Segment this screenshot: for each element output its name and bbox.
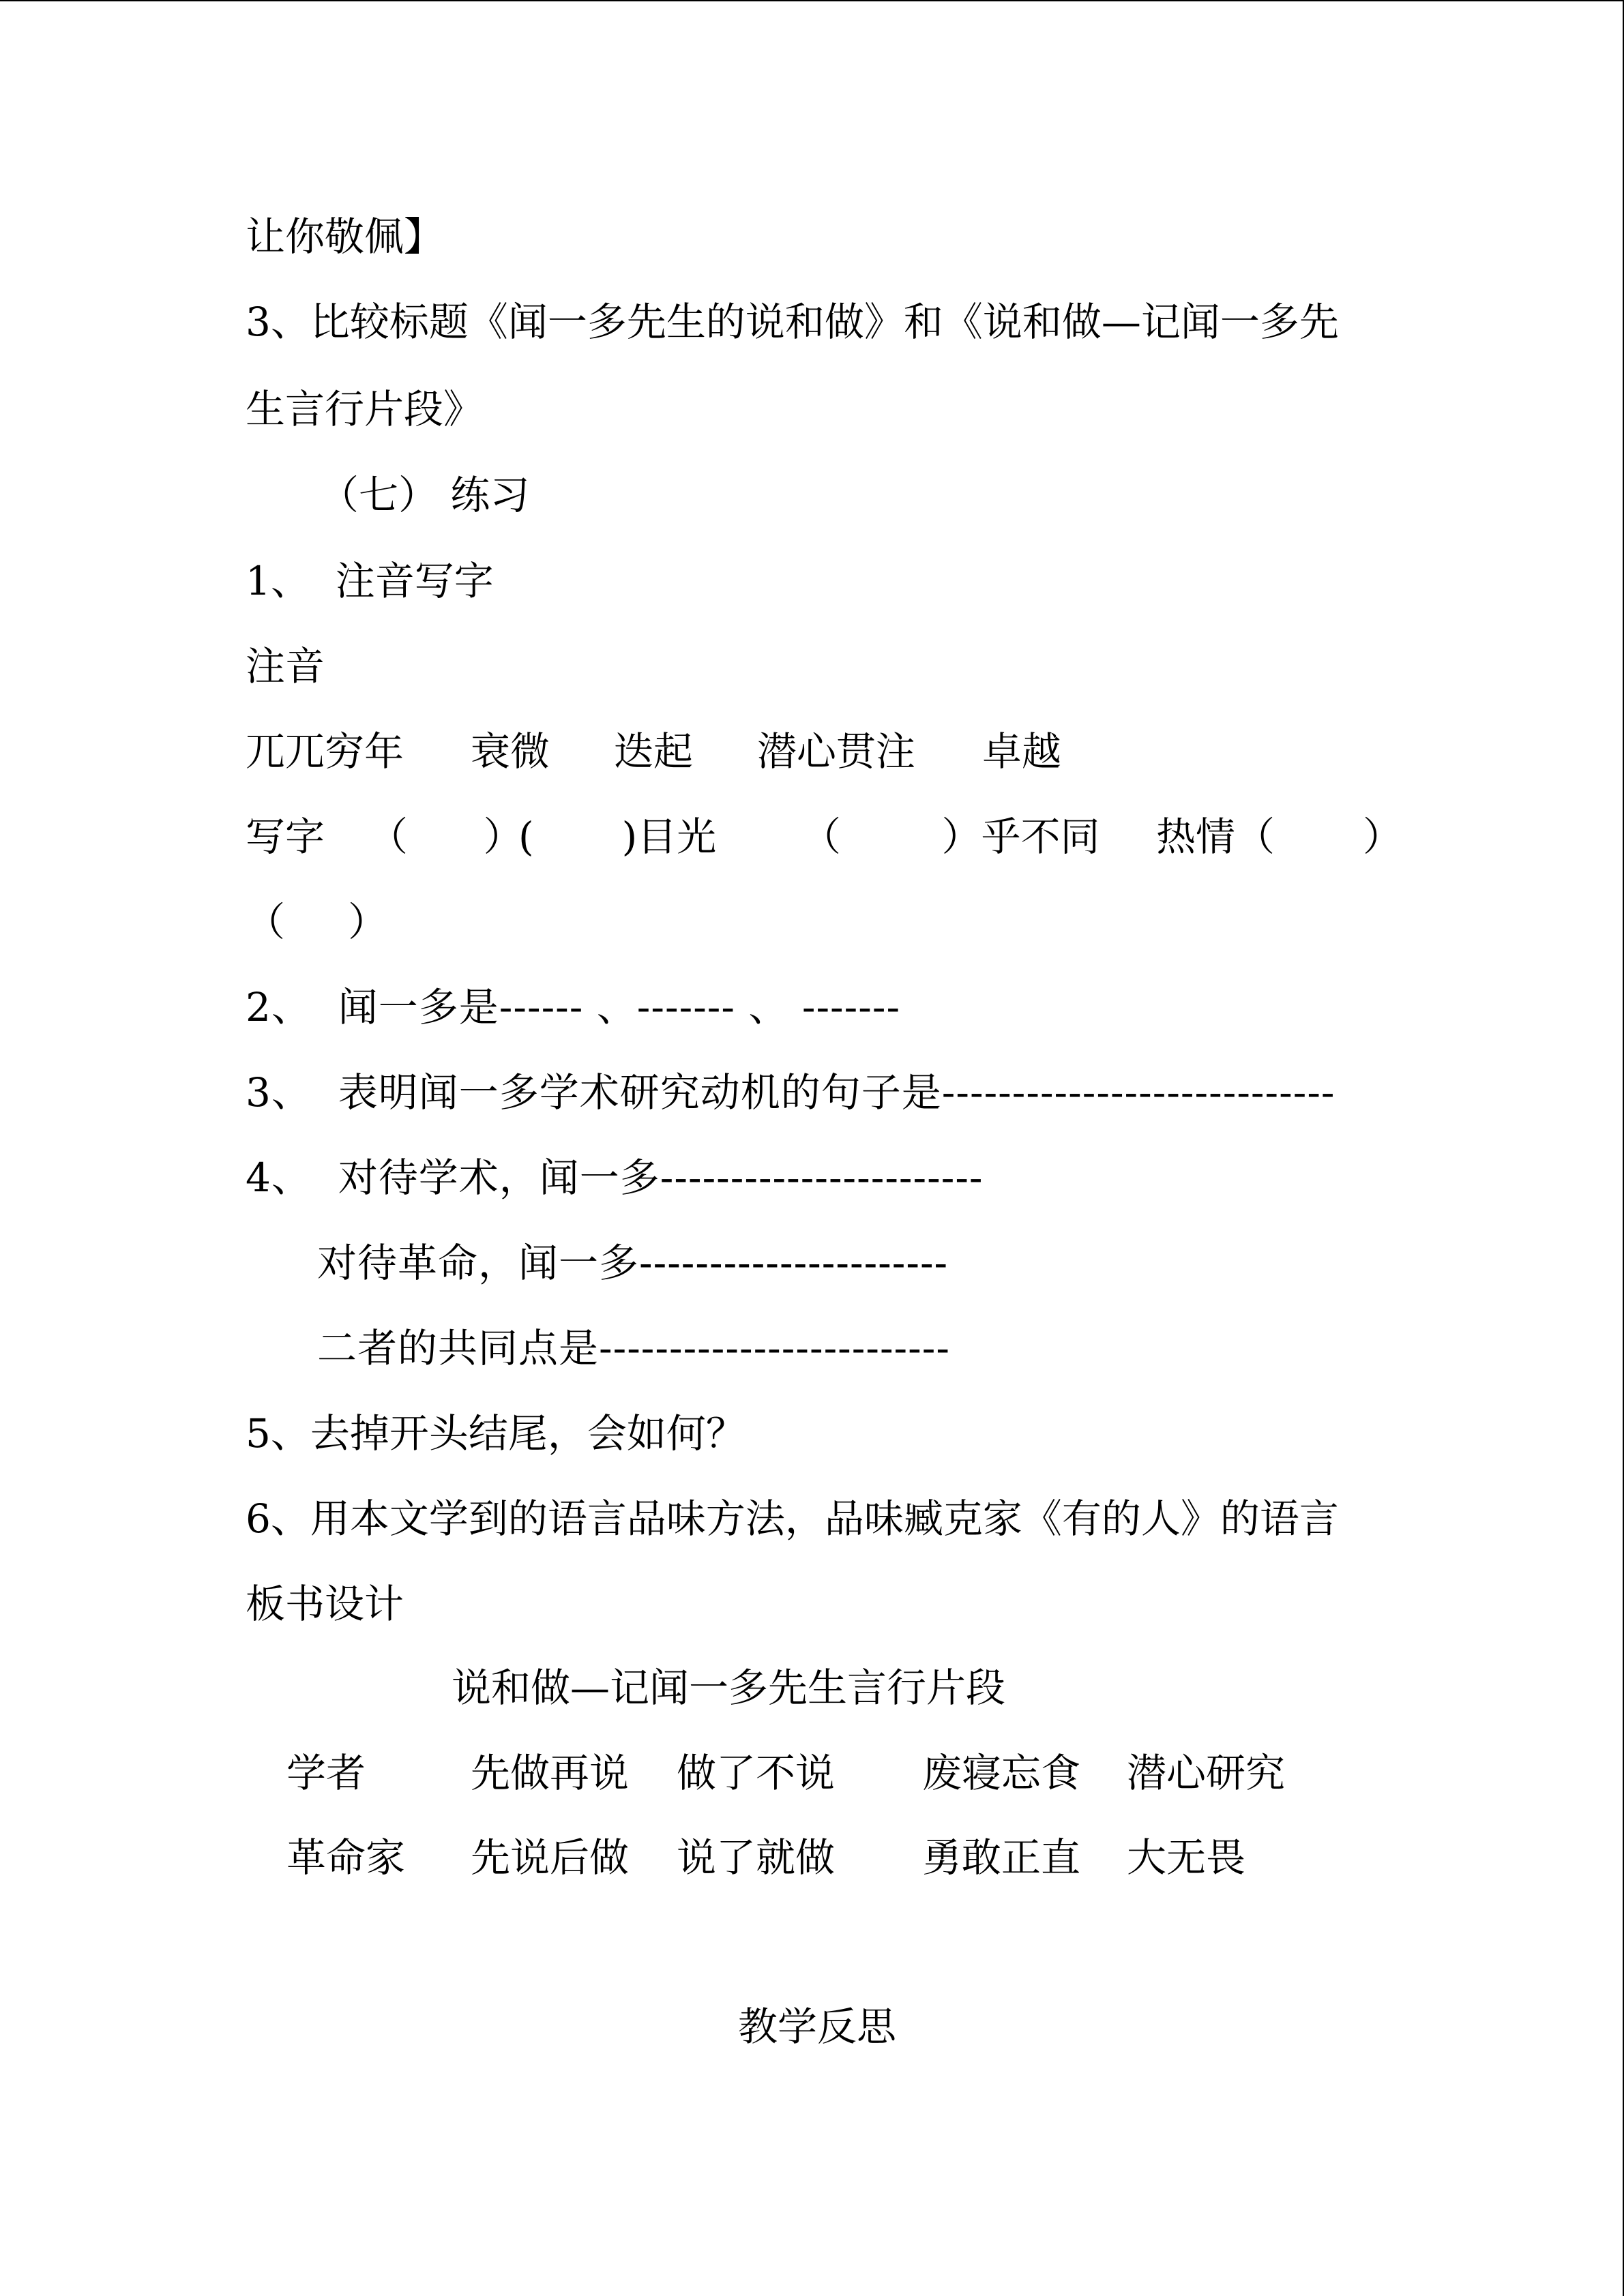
board-cell: 学者 [286, 1750, 366, 1796]
board-cell: 做了不说 [677, 1750, 836, 1796]
board-cell: 先做再说 [471, 1750, 630, 1796]
blank-3: （ ）乎不同 [801, 814, 1100, 860]
board-cell: 勇敢正直 [922, 1834, 1081, 1881]
exercise-1-heading: 1、 注音写字 [246, 558, 494, 604]
question-3-compare-titles: 3、比较标题《闻一多先生的说和做》和《说和做—记闻一多先 [246, 299, 1339, 345]
exercise-4-common: 二者的共同点是------------------------- [317, 1325, 950, 1371]
board-cell: 先说后做 [471, 1834, 630, 1881]
board-cell: 说了就做 [677, 1834, 836, 1881]
phonetic-word: 衰微 [471, 728, 550, 775]
phonetic-word: 潜心贯注 [757, 728, 916, 775]
exercise-2: 2、 闻一多是------ 、------- 、 ------- [246, 984, 901, 1030]
board-cell: 废寝忘食 [922, 1750, 1081, 1796]
exercise-4-revolution: 对待革命，闻一多---------------------- [317, 1240, 949, 1286]
text-line: 生言行片段》 [246, 386, 484, 432]
text-line: 让你敬佩】 [246, 213, 444, 260]
write-label: 写字 [246, 814, 325, 860]
exercise-6: 6、用本文学到的语言品味方法，品味臧克家《有的人》的语言 [246, 1495, 1339, 1542]
teaching-reflection-heading: 教学反思 [738, 2003, 897, 2050]
exercise-3: 3、 表明闻一多学术研究动机的句子是---------------------------- [246, 1069, 1335, 1116]
board-design-heading: 板书设计 [246, 1581, 404, 1627]
board-cell: 大无畏 [1127, 1834, 1246, 1881]
blank-2: ( )目光 [518, 814, 717, 860]
board-cell: 潜心研究 [1127, 1750, 1286, 1796]
blank-4: 热情（ ） [1156, 814, 1403, 860]
exercise-5: 5、去掉开头结尾，会如何？ [246, 1410, 745, 1457]
section-heading-exercise: （七） 练习 [319, 472, 530, 518]
phonetic-label: 注音 [246, 643, 325, 689]
phonetic-word: 兀兀穷年 [246, 728, 404, 775]
board-cell: 革命家 [286, 1834, 406, 1881]
phonetic-word: 卓越 [982, 728, 1062, 775]
board-title: 说和做—记闻一多先生言行片段 [452, 1665, 1006, 1711]
blank-5: （ ） [246, 899, 388, 945]
blank-1: （ ） [368, 814, 523, 860]
phonetic-word: 迭起 [614, 728, 694, 775]
exercise-4: 4、 对待学术，闻一多----------------------- [246, 1154, 984, 1201]
